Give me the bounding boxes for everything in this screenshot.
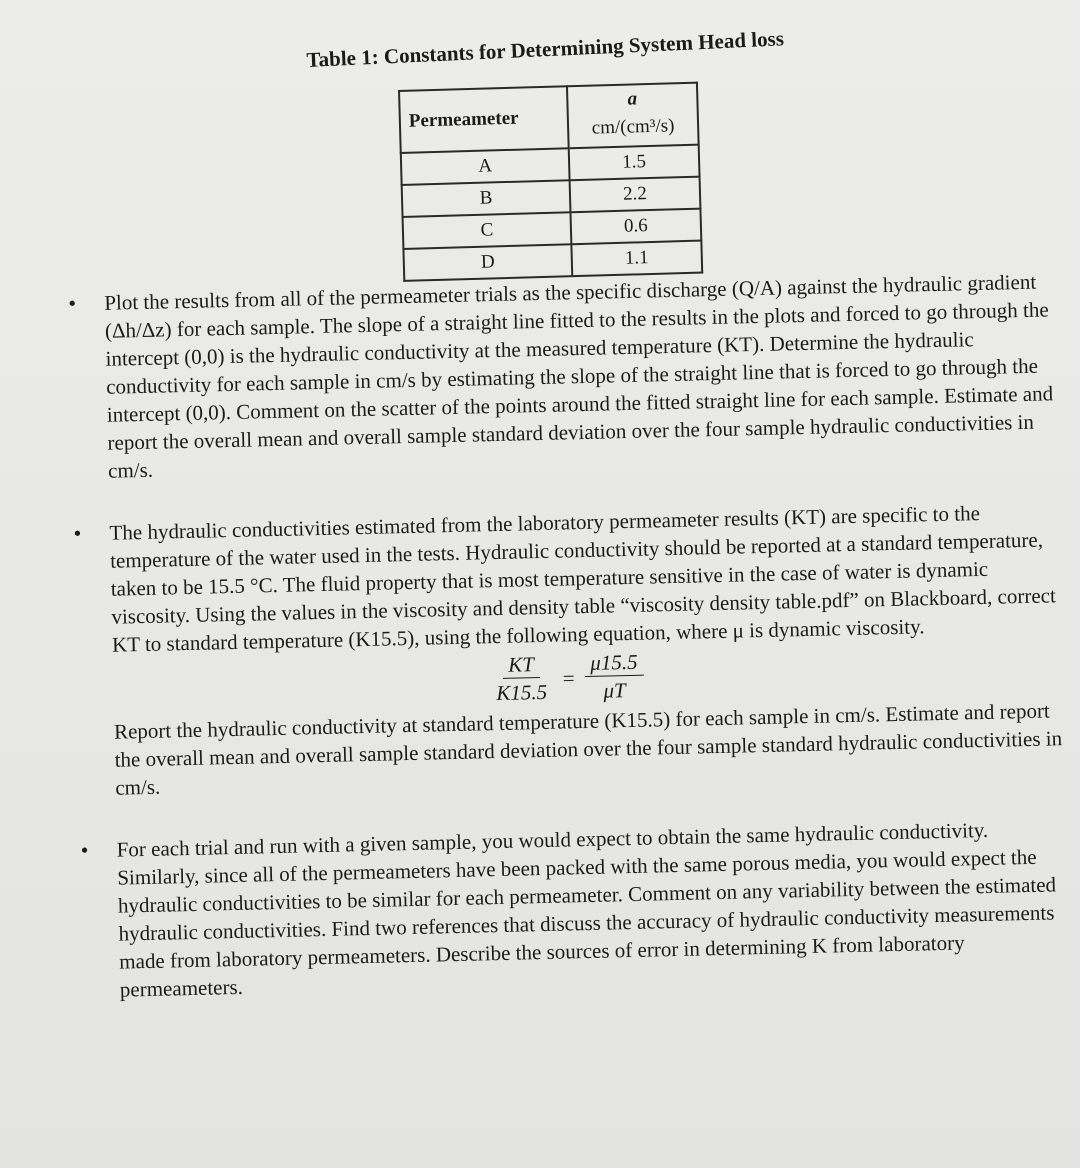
- table-title: Table 1: Constants for Determining System Head loss: [306, 26, 785, 72]
- bullet-item: [52, 267, 1056, 486]
- bullet-item: [64, 814, 1068, 1005]
- cell-a-value: 1.5: [569, 145, 700, 181]
- bullet-marker: •: [68, 290, 77, 316]
- bullet-text: Plot the results from all of the permeameter trials as the specific discharge (Q/A) against the hydraulic gradient (Δh/Δz) for each sample. The slope of a straight line fitted to the results in the plots and forced to go through the intercept (0,0) is the hydraulic conductivity at the measured temperature (KT). Determine the hydraulic conductivity for each sample in cm/s by estimating the slope of the straight line that is forced to go through the intercept (0,0). Comment on the scatter of the points around the fitted straight line for each sample. Estimate and report the overall mean and overall sample standard deviation over the four sample hydraulic conductivities in cm/s.: [104, 269, 1054, 483]
- constants-table: [398, 82, 703, 282]
- equation-right-numerator: μ15.5: [584, 649, 644, 677]
- bullet-text-continued: Report the hydraulic conductivity at standard temperature (K15.5) for each sample in cm/s. Estimate and report the overall mean and overall sample standard deviation over the four sample standard hydraulic conductivities in cm/s.: [113, 698, 1063, 800]
- equation-right-denominator: μT: [603, 678, 626, 703]
- cell-permeameter: C: [403, 212, 572, 249]
- cell-permeameter: D: [403, 244, 572, 281]
- bullet-marker: •: [73, 520, 82, 546]
- header-a-unit: cm/(cm³/s): [591, 115, 675, 139]
- equation-left-numerator: KT: [502, 651, 540, 679]
- header-a-symbol: a: [627, 88, 638, 110]
- equation-right-fraction: [584, 649, 645, 705]
- header-a: [567, 83, 699, 149]
- equation-left-fraction: [489, 651, 553, 707]
- bullet-item: [57, 497, 1063, 803]
- bullet-list: [52, 267, 1069, 1038]
- cell-a-value: 1.1: [571, 241, 702, 277]
- cell-a-value: 2.2: [570, 177, 701, 213]
- bullet-text: The hydraulic conductivities estimated from the laboratory permeameter results (KT) are specific to the temperature of the water used in the tests. Hydraulic conductivity should be reported at a standard temperature, taken to be 15.5 °C. The fluid property that is most temperature sensitive in the case of water is dynamic viscosity. Using the values in the viscosity and density table “viscosity density table.pdf” on Blackboard, correct KT to standard temperature (K15.5), using the following equation, where μ is dynamic viscosity.: [109, 501, 1057, 657]
- table-header-row: [399, 83, 699, 153]
- bullet-text: For each trial and run with a given sample, you would expect to obtain the same hydraulic conductivity. Similarly, since all of the permeameters have been packed with the same porous media, you would expect the hydraulic conductivities to be similar for each permeameter. Comment on any variability between the estimated hydraulic conductivities. Find two references that discuss the accuracy of hydraulic conductivity measurements made from laboratory permeameters. Describe the sources of error in determining K from laboratory permeameters.: [116, 817, 1057, 1002]
- header-permeameter: Permeameter: [399, 86, 569, 153]
- bullet-marker: •: [80, 837, 89, 863]
- equation-left-denominator: K15.5: [496, 679, 548, 706]
- equation-equals: =: [562, 665, 575, 691]
- cell-permeameter: B: [402, 180, 571, 217]
- cell-permeameter: A: [401, 148, 570, 185]
- cell-a-value: 0.6: [570, 209, 701, 245]
